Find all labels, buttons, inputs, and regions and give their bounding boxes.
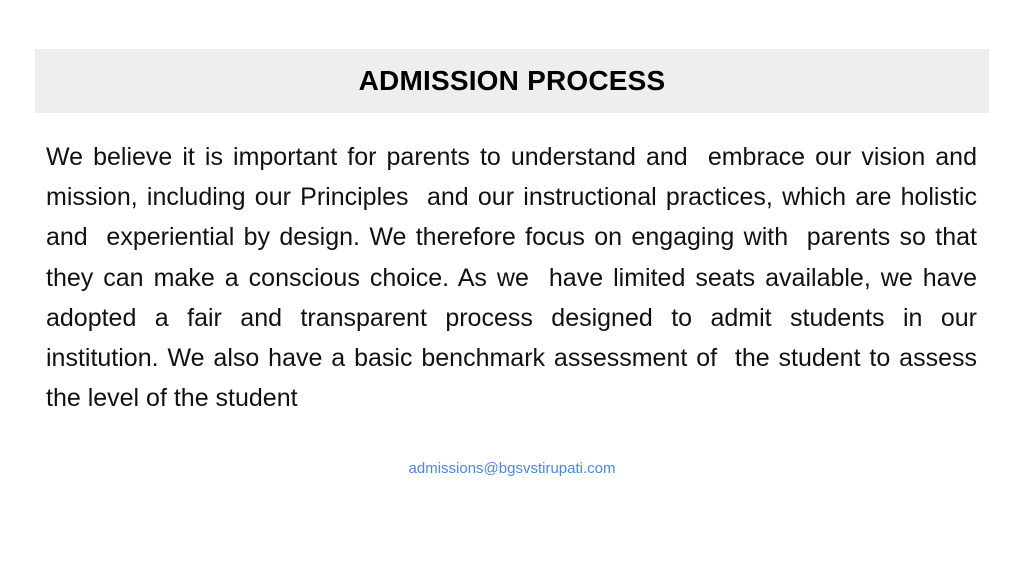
admissions-email-link[interactable]: admissions@bgsvstirupati.com xyxy=(408,460,616,477)
title-banner xyxy=(35,49,989,113)
page-title: ADMISSION PROCESS xyxy=(358,65,666,96)
admission-description: We believe it is important for parents to understand and embrace our vision and mission, including our Principles and our instructional practices, which are holistic and experiential by design. We therefore focus on engaging with parents so that they can make a conscious choice. As we have limited seats available, we have adopted a fair and transparent process designed to admit students in our institution. We also have a basic benchmark assessment of the student to assess the level of the student xyxy=(46,143,991,413)
